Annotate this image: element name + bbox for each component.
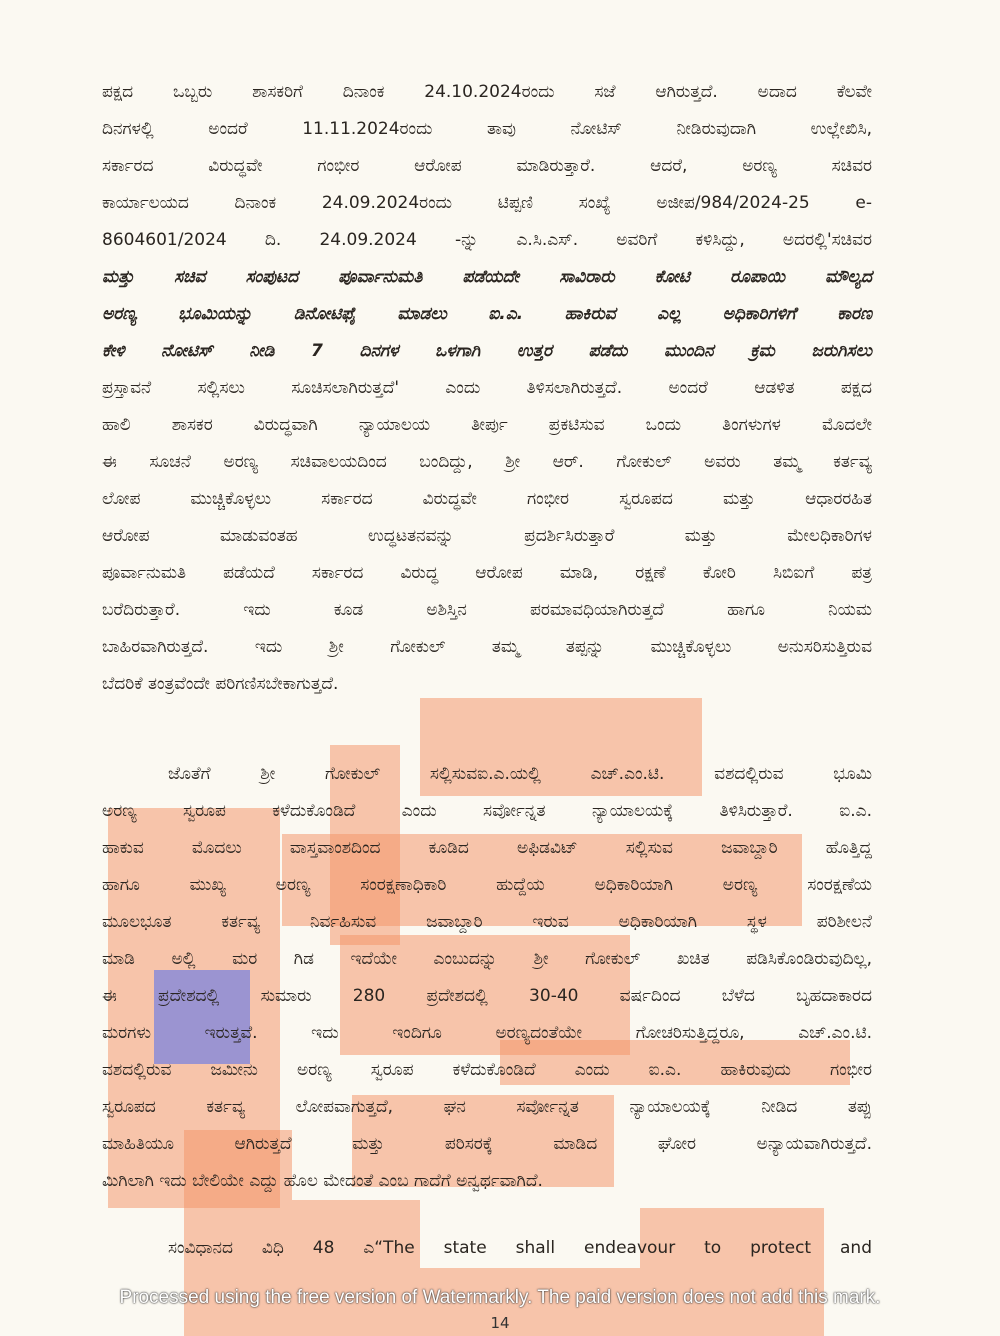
text-line: ಆರೋಪ ಮಾಡುವಂತಹ ಉದ್ಧಟತನವನ್ನು ಪ್ರದರ್ಶಿಸಿರುತ್ತಾರೆ ಮತ್ತು ಮೇಲಧಿಕಾರಿಗಳ xyxy=(102,526,872,546)
watermark-text: Processed using the free version of Watermarkly. The paid version does not add this mark. xyxy=(119,1287,881,1308)
text-line: ಮರಗಳು ಇರುತ್ತವೆ. ಇದು ಇಂದಿಗೂ ಅರಣ್ಯದಂತೆಯೇ ಗೋಚರಿಸುತ್ತಿದ್ದರೂ, ಎಚ್.ಎಂ.ಟಿ. xyxy=(102,1023,872,1043)
text-line xyxy=(102,296,872,333)
text-line: ಮೂಲಭೂತ ಕರ್ತವ್ಯ ನಿರ್ವಹಿಸುವ ಜವಾಬ್ದಾರಿ ಇರುವ ಅಧಿಕಾರಿಯಾಗಿ ಸ್ಥಳ ಪರಿಶೀಲನೆ xyxy=(102,912,872,932)
text-line: ಪ್ರಸ್ತಾವನೆ ಸಲ್ಲಿಸಲು ಸೂಚಿಸಲಾಗಿರುತ್ತದೆ' ಎಂದು ತಿಳಿಸಲಾಗಿರುತ್ತದೆ. ಅಂದರೆ ಆಡಳಿತ ಪಕ್ಷದ xyxy=(102,378,872,398)
text-line: 8604601/2024 ದಿ. 24.09.2024 -ನ್ನು ಎ.ಸಿ.ಎಸ್. ಅವರಿಗೆ ಕಳಿಸಿದ್ದು, ಅದರಲ್ಲಿ'ಸಚಿವರ xyxy=(102,230,872,250)
emphasized-text: ಅರಣ್ಯ ಭೂಮಿಯನ್ನು ಡಿನೋಟಿಫೈ ಮಾಡಲು ಐ.ಎ. ಹಾಕಿರುವ ಎಲ್ಲ ಅಧಿಕಾರಿಗಳಿಗೆ ಕಾರಣ xyxy=(102,304,872,324)
text-line: ಮಿಗಿಲಾಗಿ ಇದು ಬೇಲಿಯೇ ಎದ್ದು ಹೊಲ ಮೇದಂತೆ ಎಂಬ ಗಾದೆಗೆ ಅನ್ವರ್ಥವಾಗಿದೆ. xyxy=(102,1171,543,1191)
text-line: ಸರ್ಕಾರದ ವಿರುದ್ಧವೇ ಗಂಭೀರ ಆರೋಪ ಮಾಡಿರುತ್ತಾರೆ. ಆದರೆ, ಅರಣ್ಯ ಸಚಿವರ xyxy=(102,156,872,176)
text-line: ಸಂವಿಧಾನದ ವಿಧಿ 48 ಎ“The state shall endeavour to protect and xyxy=(168,1238,872,1258)
text-line: ಪಕ್ಷದ ಒಬ್ಬರು ಶಾಸಕರಿಗೆ ದಿನಾಂಕ 24.10.2024ರಂದು ಸಜೆ ಆಗಿರುತ್ತದೆ. ಅದಾದ ಕೆಲವೇ xyxy=(102,82,872,102)
text-line: ಬೆದರಿಕೆ ತಂತ್ರವೆಂದೇ ಪರಿಗಣಿಸಬೇಕಾಗುತ್ತದೆ. xyxy=(102,674,339,694)
text-line: ಹಾಲಿ ಶಾಸಕರ ವಿರುದ್ಧವಾಗಿ ನ್ಯಾಯಾಲಯ ತೀರ್ಪು ಪ್ರಕಟಿಸುವ ಒಂದು ತಿಂಗಳುಗಳ ಮೊದಲೇ xyxy=(102,415,872,435)
text-line: ಹಾಕುವ ಮೊದಲು ವಾಸ್ತವಾಂಶದಿಂದ ಕೂಡಿದ ಅಫಿಡವಿಟ್ ಸಲ್ಲಿಸುವ ಜವಾಬ್ದಾರಿ ಹೊತ್ತಿದ್ದ xyxy=(102,838,872,858)
paragraph-1 xyxy=(102,74,872,703)
text-line: ಬರೆದಿರುತ್ತಾರೆ. ಇದು ಕೂಡ ಅಶಿಸ್ತಿನ ಪರಮಾವಧಿಯಾಗಿರುತ್ತದೆ ಹಾಗೂ ನಿಯಮ xyxy=(102,600,872,620)
text-line: ಜೊತೆಗೆ ಶ್ರೀ ಗೋಕುಲ್ ಸಲ್ಲಿಸುವಐ.ಎ.ಯಲ್ಲಿ ಎಚ್.ಎಂ.ಟಿ. ವಶದಲ್ಲಿರುವ ಭೂಮಿ xyxy=(168,764,872,784)
text-line: ಮಾಹಿತಿಯೂ ಆಗಿರುತ್ತದೆ ಮತ್ತು ಪರಿಸರಕ್ಕೆ ಮಾಡಿದ ಘೋರ ಅನ್ಯಾಯವಾಗಿರುತ್ತದೆ. xyxy=(102,1134,872,1154)
text-line: ಅರಣ್ಯ ಸ್ವರೂಪ ಕಳೆದುಕೊಂಡಿದೆ ಎಂದು ಸರ್ವೋನ್ನತ ನ್ಯಾಯಾಲಯಕ್ಕೆ ತಿಳಿಸಿರುತ್ತಾರೆ. ಐ.ಎ. xyxy=(102,801,872,821)
text-line: ದಿನಗಳಲ್ಲಿ ಅಂದರೆ 11.11.2024ರಂದು ತಾವು ನೋಟಿಸ್ ನೀಡಿರುವುದಾಗಿ ಉಲ್ಲೇಖಿಸಿ, xyxy=(102,119,872,139)
emphasized-text: ಕೇಳಿ ನೋಟಿಸ್ ನೀಡಿ 7 ದಿನಗಳ ಒಳಗಾಗಿ ಉತ್ತರ ಪಡೆದು ಮುಂದಿನ ಕ್ರಮ ಜರುಗಿಸಲು xyxy=(102,341,872,361)
text-line: ಪೂರ್ವಾನುಮತಿ ಪಡೆಯದೆ ಸರ್ಕಾರದ ವಿರುದ್ಧ ಆರೋಪ ಮಾಡಿ, ರಕ್ಷಣೆ ಕೋರಿ ಸಿಬಿಐಗೆ ಪತ್ರ xyxy=(102,563,872,583)
text-line: ವಶದಲ್ಲಿರುವ ಜಮೀನು ಅರಣ್ಯ ಸ್ವರೂಪ ಕಳೆದುಕೊಂಡಿದೆ ಎಂದು ಐ.ಎ. ಹಾಕಿರುವುದು ಗಂಭೀರ xyxy=(102,1060,872,1080)
text-line: ಹಾಗೂ ಮುಖ್ಯ ಅರಣ್ಯ ಸಂರಕ್ಷಣಾಧಿಕಾರಿ ಹುದ್ದೆಯ ಅಧಿಕಾರಿಯಾಗಿ ಅರಣ್ಯ ಸಂರಕ್ಷಣೆಯ xyxy=(102,875,872,895)
text-line: ಸ್ವರೂಪದ ಕರ್ತವ್ಯ ಲೋಪವಾಗುತ್ತದೆ, ಘನ ಸರ್ವೋನ್ನತ ನ್ಯಾಯಾಲಯಕ್ಕೆ ನೀಡಿದ ತಪ್ಪು xyxy=(102,1097,872,1117)
text-line: ಮಾಡಿ ಅಲ್ಲಿ ಮರ ಗಿಡ ಇದೆಯೇ ಎಂಬುದನ್ನು ಶ್ರೀ ಗೋಕುಲ್ ಖಚಿತ ಪಡಿಸಿಕೊಂಡಿರುವುದಿಲ್ಲ, xyxy=(102,949,872,969)
text-line: ಲೋಪ ಮುಚ್ಚಿಕೊಳ್ಳಲು ಸರ್ಕಾರದ ವಿರುದ್ಧವೇ ಗಂಭೀರ ಸ್ವರೂಪದ ಮತ್ತು ಆಧಾರರಹಿತ xyxy=(102,489,872,509)
text-line: ಬಾಹಿರವಾಗಿರುತ್ತದೆ. ಇದು ಶ್ರೀ ಗೋಕುಲ್ ತಮ್ಮ ತಪ್ಪನ್ನು ಮುಚ್ಚಿಕೊಳ್ಳಲು ಅನುಸರಿಸುತ್ತಿರುವ xyxy=(102,637,872,657)
paragraph-3 xyxy=(102,1230,872,1267)
text-line: ಕಾರ್ಯಾಲಯದ ದಿನಾಂಕ 24.09.2024ರಂದು ಟಿಪ್ಪಣಿ ಸಂಖ್ಯೆ ಅಜೀಪ/984/2024-25 e- xyxy=(102,193,872,213)
text-line xyxy=(102,259,872,296)
emphasized-text: ಮತ್ತು ಸಚಿವ ಸಂಪುಟದ ಪೂರ್ವಾನುಮತಿ ಪಡೆಯದೇ ಸಾವಿರಾರು ಕೋಟಿ ರೂಪಾಯಿ ಮೌಲ್ಯದ xyxy=(102,267,872,287)
page-number: 14 xyxy=(490,1314,510,1332)
text-line xyxy=(102,333,872,370)
text-line: ಈ ಸೂಚನೆ ಅರಣ್ಯ ಸಚಿವಾಲಯದಿಂದ ಬಂದಿದ್ದು, ಶ್ರೀ ಆರ್. ಗೋಕುಲ್ ಅವರು ತಮ್ಮ ಕರ್ತವ್ಯ xyxy=(102,452,872,472)
text-line: ಈ ಪ್ರದೇಶದಲ್ಲಿ ಸುಮಾರು 280 ಪ್ರದೇಶದಲ್ಲಿ 30-40 ವರ್ಷದಿಂದ ಬೆಳೆದ ಬೃಹದಾಕಾರದ xyxy=(102,986,872,1006)
paragraph-2 xyxy=(102,756,872,1200)
